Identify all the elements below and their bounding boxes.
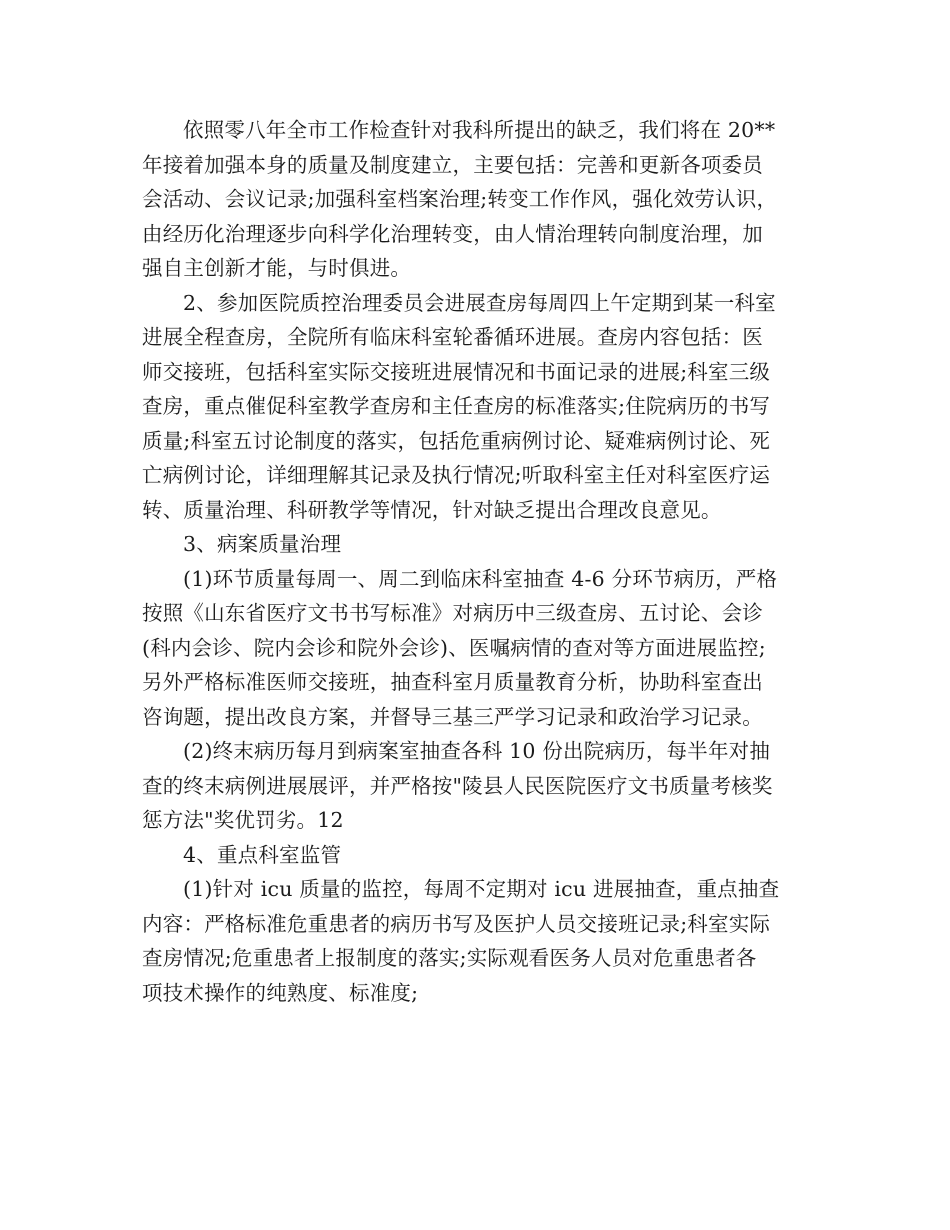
document-body — [142, 113, 822, 1010]
section-heading-medical-records: 3、病案质量治理 — [183, 532, 342, 556]
paragraph-link-quality: (1)环节质量每周一、周二到临床科室抽查 4-6 分环节病历，严格 按照《山东省医疗文书书写标准》对病历中三级查房、五讨论、会诊 (科内会诊、院内会诊和院外会诊)、医嘱病情的查对等方面进展监控; 另外严格标准医师交接班，抽查科室月质量教育分析，协助科室查出 咨询题，提出改良方案，并督导三基三严学习记录和政治学习记录。 — [142, 566, 778, 729]
paragraph-icu-monitoring: (1)针对 icu 质量的监控，每周不定期对 icu 进展抽查，重点抽查 内容：严格标准危重患者的病历书写及医护人员交接班记录;科室实际 查房情况;危重患者上报制度的落实;实际观看医务人员对危重患者各 项技术操作的纯熟度、标准度; — [142, 877, 780, 1005]
paragraph-ward-rounds: 2、参加医院质控治理委员会进展查房每周四上午定期到某一科室 进展全程查房，全院所有临床科室轮番循环进展。查房内容包括：医 师交接班，包括科室实际交接班进展情况和书面记录的进展;科室三级 查房，重点催促科室教学查房和主任查房的标准落实;住院病历的书写 质量;科室五讨论制度的落实，包括危重病例讨论、疑难病例讨论、死 亡病例讨论，详细理解其记录及执行情况;听取科室主任对科室医疗运 转、质量治理、科研教学等情况，针对缺乏提出合理改良意见。 — [142, 290, 776, 522]
paragraph-quality-plan: 依照零八年全市工作检查针对我科所提出的缺乏，我们将在 20** 年接着加强本身的质量及制度建立，主要包括：完善和更新各项委员 会活动、会议记录;加强科室档案治理;转变工作作风，强化效劳认识， 由经历化治理逐步向科学化治理转变，由人情治理转向制度治理，加 强自主创新才能，与时俱进。 — [142, 118, 778, 280]
paragraph-terminal-records: (2)终末病历每月到病案室抽查各科 10 份出院病历，每半年对抽 查的终末病例进展展评，并严格按"陵县人民医院医疗文书质量考核奖 惩方法"奖优罚劣。12 — [142, 739, 773, 832]
section-heading-key-departments: 4、重点科室监管 — [183, 842, 342, 867]
